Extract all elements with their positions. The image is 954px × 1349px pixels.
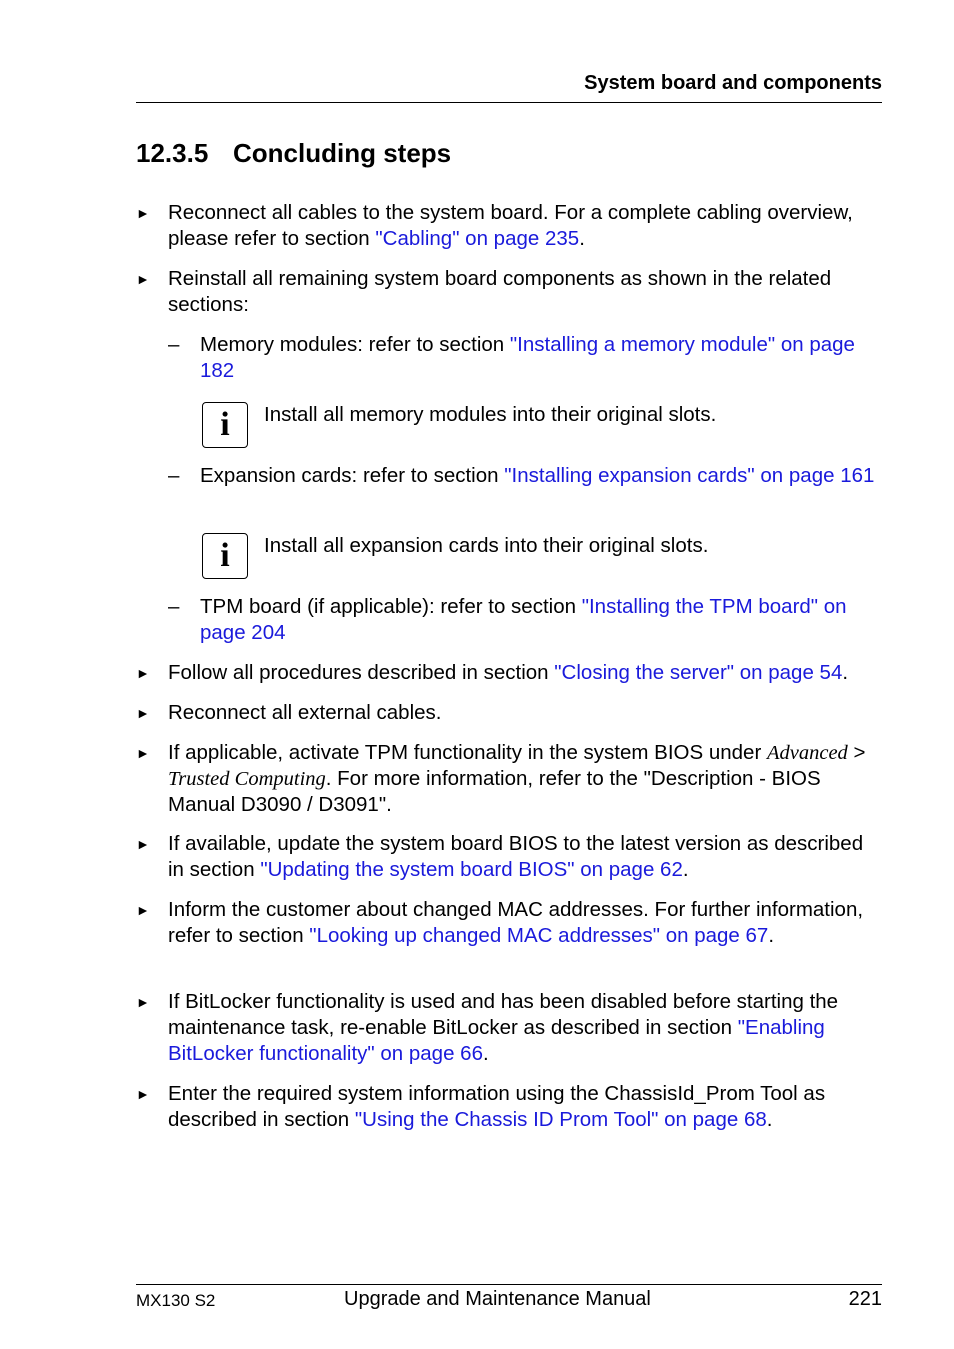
step-text-end: . bbox=[766, 1108, 773, 1131]
step-item bbox=[136, 740, 882, 818]
sub-item bbox=[168, 594, 882, 646]
step-item bbox=[136, 831, 882, 883]
footer-model: MX130 S2 bbox=[136, 1291, 216, 1310]
sub-item bbox=[168, 332, 882, 384]
link-tpm-board[interactable]: "Installing the TPM board" on page 204 bbox=[200, 595, 847, 644]
arrow-icon: ► bbox=[136, 745, 150, 761]
arrow-icon: ► bbox=[136, 205, 150, 221]
arrow-icon: ► bbox=[136, 705, 150, 721]
arrow-icon: ► bbox=[136, 902, 150, 918]
step-text-end: . bbox=[768, 924, 775, 947]
section-title: Concluding steps bbox=[233, 138, 452, 168]
step-text: If applicable, activate TPM functionality in the system BIOS under bbox=[168, 741, 767, 764]
sub-text: Expansion cards: refer to section bbox=[200, 464, 505, 487]
footer-manual-title: Upgrade and Maintenance Manual bbox=[344, 1288, 651, 1310]
link-mac-addresses[interactable]: "Looking up changed MAC addresses" on page 67 bbox=[309, 924, 769, 947]
step-item bbox=[136, 897, 882, 949]
info-icon: i bbox=[202, 402, 248, 448]
step-text-end: . bbox=[682, 858, 689, 881]
section-number: 12.3.5 bbox=[136, 138, 209, 168]
arrow-icon: ► bbox=[136, 271, 150, 287]
step-text: Enter the required system information using the ChassisId_Prom Tool as described in section bbox=[168, 1082, 826, 1131]
menu-path-separator: > bbox=[847, 741, 866, 764]
link-enabling-bitlocker[interactable]: "Enabling BitLocker functionality" on page 66 bbox=[168, 1016, 825, 1065]
step-text: If available, update the system board BIOS to the latest version as described in section bbox=[168, 832, 864, 881]
step-text-end: . bbox=[579, 227, 585, 250]
step-text: Reconnect all external cables. bbox=[168, 701, 442, 724]
step-item bbox=[136, 660, 882, 686]
step-item bbox=[136, 700, 882, 726]
info-note bbox=[202, 533, 882, 574]
step-text-end: . For more information, refer to the "Description - BIOS Manual D3090 / D3091". bbox=[168, 767, 821, 816]
step-text: Reinstall all remaining system board components as shown in the related sections: bbox=[168, 267, 832, 316]
step-item bbox=[136, 266, 882, 318]
link-chassis-id-prom-tool[interactable]: "Using the Chassis ID Prom Tool" on page 68 bbox=[354, 1108, 767, 1131]
note-text: Install all memory modules into their original slots. bbox=[264, 403, 717, 426]
header-title: System board and components bbox=[584, 72, 882, 94]
menu-path-advanced: Advanced bbox=[766, 742, 848, 764]
dash-marker: – bbox=[168, 595, 180, 618]
section-heading bbox=[136, 138, 451, 169]
dash-marker: – bbox=[168, 333, 180, 356]
step-text: Inform the customer about changed MAC addresses. For further information, refer to section bbox=[168, 898, 864, 947]
arrow-icon: ► bbox=[136, 1086, 150, 1102]
step-item bbox=[136, 1081, 882, 1133]
info-note bbox=[202, 402, 882, 443]
arrow-icon: ► bbox=[136, 994, 150, 1010]
link-memory-module[interactable]: "Installing a memory module" on page 182 bbox=[200, 333, 855, 382]
note-text: Install all expansion cards into their original slots. bbox=[264, 534, 709, 557]
arrow-icon: ► bbox=[136, 665, 150, 681]
arrow-icon: ► bbox=[136, 836, 150, 852]
link-updating-bios[interactable]: "Updating the system board BIOS" on page 62 bbox=[260, 858, 683, 881]
dash-marker: – bbox=[168, 464, 180, 487]
link-cabling[interactable]: "Cabling" on page 235 bbox=[375, 227, 580, 250]
step-item bbox=[136, 989, 882, 1067]
info-icon: i bbox=[202, 533, 248, 579]
page-footer bbox=[136, 1284, 882, 1315]
step-text: Reconnect all cables to the system board. For a complete cabling overview, please refer to section bbox=[168, 201, 853, 250]
step-text: If BitLocker functionality is used and has been disabled before starting the maintenance task, re-enable BitLocker as described in section bbox=[168, 990, 839, 1039]
step-text: Follow all procedures described in section bbox=[168, 661, 555, 684]
step-text-end: . bbox=[842, 661, 849, 684]
sub-text: Memory modules: refer to section bbox=[200, 333, 510, 356]
sub-text: TPM board (if applicable): refer to section bbox=[200, 595, 582, 618]
step-text-end: . bbox=[482, 1042, 489, 1065]
menu-path-trusted-computing: Trusted Computing bbox=[168, 768, 326, 790]
page-number: 221 bbox=[848, 1288, 882, 1310]
step-item bbox=[136, 200, 882, 252]
link-closing-server[interactable]: "Closing the server" on page 54 bbox=[554, 661, 843, 684]
page-header bbox=[136, 70, 882, 103]
link-expansion-cards[interactable]: "Installing expansion cards" on page 161 bbox=[504, 464, 875, 487]
sub-item bbox=[168, 463, 882, 489]
